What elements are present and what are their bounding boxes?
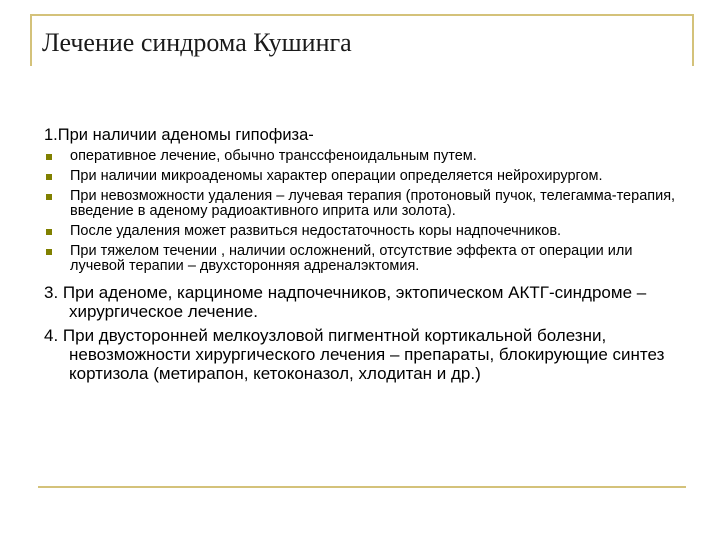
bullet-text: При наличии микроаденомы характер операции определяется нейрохирургом. [70, 168, 603, 184]
bullet-text: При невозможности удаления – лучевая терапия (протоновый пучок, телегамма-терапия, введение в аденому радиоактивного иприта или золота). [70, 188, 676, 219]
bullet-text: После удаления может развиться недостаточность коры надпочечников. [70, 223, 562, 239]
bullet-item [44, 244, 684, 274]
frame-bottom-line [38, 486, 686, 488]
item-1-heading: 1.При наличии аденомы гипофиза- [44, 126, 314, 144]
item-4-text: 4. При двусторонней мелкоузловой пигментной кортикальной болезни, невозможности хирургического лечения – препараты, блокирующие синтез кортизола (метирапон, кетоконазол, хлодитан и др.) [44, 326, 665, 383]
slide-content [44, 126, 684, 383]
item-1-bullet-list [44, 149, 684, 274]
bullet-item [44, 189, 684, 219]
square-bullet-icon [46, 229, 52, 235]
slide-title: Лечение синдрома Кушинга [42, 28, 352, 57]
bullet-item [44, 149, 684, 164]
bullet-item [44, 169, 684, 184]
frame-right-line [692, 14, 694, 66]
bullet-text: оперативное лечение, обычно транссфеноидальным путем. [70, 148, 477, 164]
square-bullet-icon [46, 174, 52, 180]
square-bullet-icon [46, 194, 52, 200]
square-bullet-icon [46, 249, 52, 255]
item-3-text: 3. При аденоме, карциноме надпочечников, эктопическом АКТГ-синдроме – хирургическое лечение. [44, 283, 647, 321]
frame-top-line [30, 14, 693, 16]
square-bullet-icon [46, 154, 52, 160]
bullet-text: При тяжелом течении , наличии осложнений, отсутствие эффекта от операции или лучевой терапии – двухсторонняя адреналэктомия. [70, 243, 633, 274]
frame-left-line [30, 14, 32, 66]
bullet-item [44, 224, 684, 239]
